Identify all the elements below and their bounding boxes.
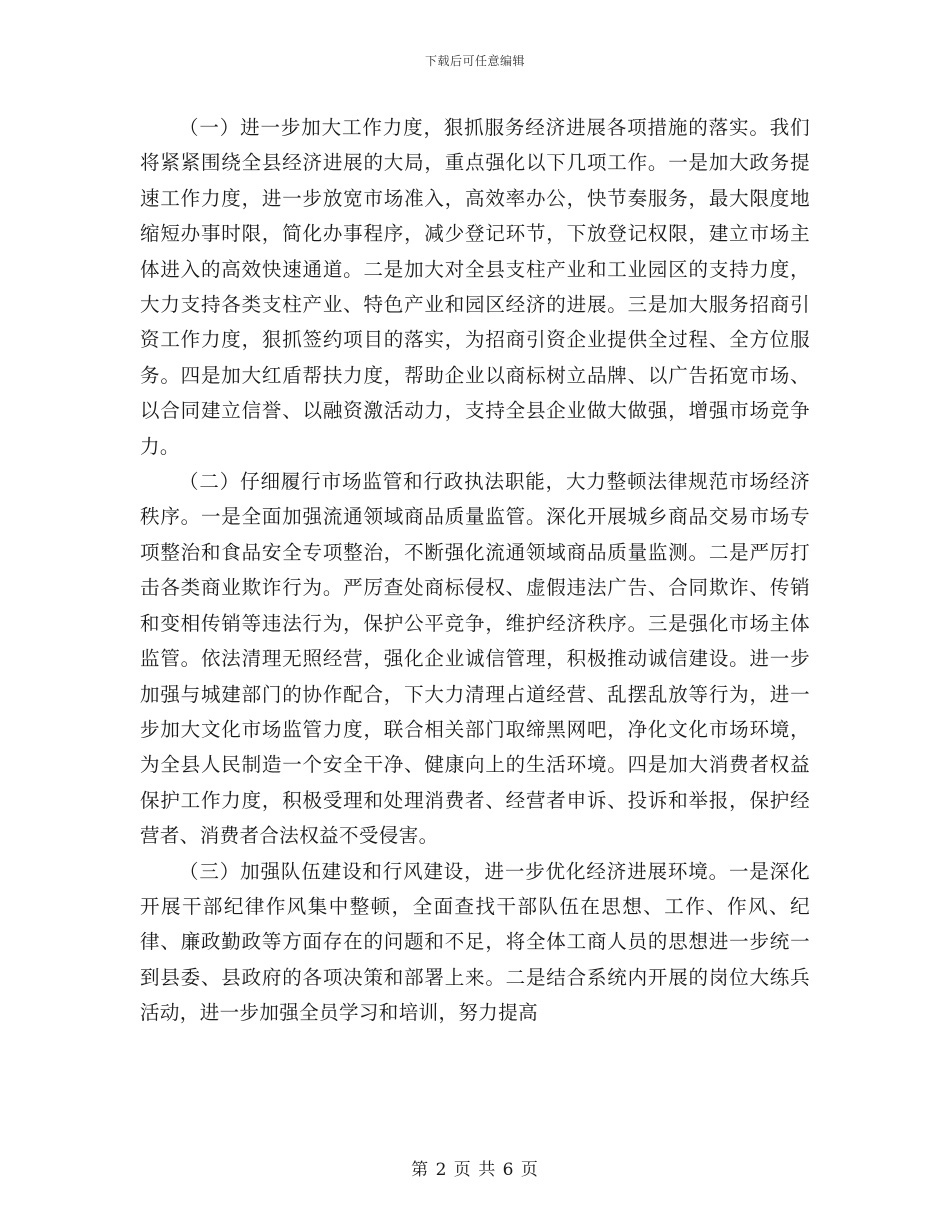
paragraph-3: （三）加强队伍建设和行风建设，进一步优化经济进展环境。一是深化开展干部纪律作风集中整顿，全面查找干部队伍在思想、工作、作风、纪律、廉政勤政等方面存在的问题和不足，将全体工商人员的思想进一步统一到县委、县政府的各项决策和部署上来。二是结合系统内开展的岗位大练兵活动，进一步加强全员学习和培训，努力提高 [140,859,810,1025]
page-header: 下载后可任意编辑 [424,54,525,68]
paragraph-2: （二）仔细履行市场监管和行政执法职能，大力整顿法律规范市场经济秩序。一是全面加强流通领域商品质量监管。深化开展城乡商品交易市场专项整治和食品安全专项整治，不断强化流通领域商品质量监测。二是严厉打击各类商业欺诈行为。严厉查处商标侵权、虚假违法广告、合同欺诈、传销和变相传销等违法行为，保护公平竞争，维护经济秩序。三是强化市场主体监管。依法清理无照经营，强化企业诚信管理，积极推动诚信建设。进一步加强与城建部门的协作配合，下大力清理占道经营、乱摆乱放等行为，进一步加大文化市场监管力度，联合相关部门取缔黑网吧，净化文化市场环境，为全县人民制造一个安全干净、健康向上的生活环境。四是加大消费者权益保护工作力度，积极受理和处理消费者、经营者申诉、投诉和举报，保护经营者、消费者合法权益不受侵害。 [140,470,810,848]
document-body [140,110,810,1031]
paragraph-1: （一）进一步加大工作力度，狠抓服务经济进展各项措施的落实。我们将紧紧围绕全县经济进展的大局，重点强化以下几项工作。一是加大政务提速工作力度，进一步放宽市场准入，高效率办公，快节奏服务，最大限度地缩短办事时限，简化办事程序，减少登记环节，下放登记权限，建立市场主体进入的高效快速通道。二是加大对全县支柱产业和工业园区的支持力度，大力支持各类支柱产业、特色产业和园区经济的进展。三是加大服务招商引资工作力度，狠抓签约项目的落实，为招商引资企业提供全过程、全方位服务。四是加大红盾帮扶力度，帮助企业以商标树立品牌、以广告拓宽市场、以合同建立信誉、以融资激活动力，支持全县企业做大做强，增强市场竞争力。 [140,116,810,458]
page-footer: 第 2 页 共 6 页 [411,1160,539,1180]
